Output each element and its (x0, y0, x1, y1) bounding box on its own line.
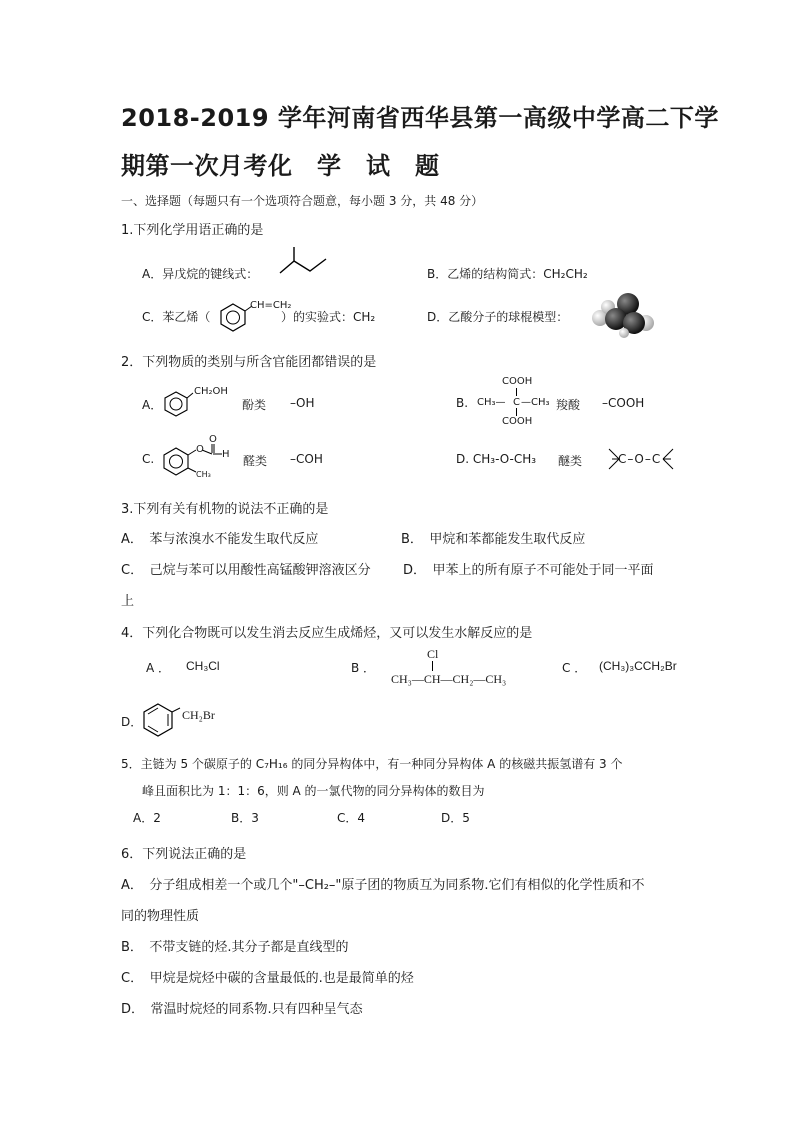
q2-b-functional-group: –COOH (602, 396, 645, 410)
q4-option-c-label: C ． (562, 661, 587, 675)
q3-option-b: B． 甲烷和苯都能发生取代反应 (401, 532, 586, 547)
q4-b-chlorine: Cl (427, 647, 439, 661)
q4-option-b-label: B ． (351, 661, 376, 675)
q1-option-c-tail: ）的实验式：CH₂ (281, 310, 376, 324)
q1-option-b: B．乙烯的结构简式：CH₂CH₂ (427, 267, 588, 281)
q2-b-center: C (513, 397, 520, 408)
q2-c-h: H (222, 449, 230, 460)
q3-stem: 3.下列有关有机物的说法不正确的是 (121, 502, 329, 517)
q2-c-methyl: CH₃ (196, 470, 211, 479)
q2-b-top: COOH (502, 376, 533, 387)
q2-d-class: 醚类 (558, 454, 583, 468)
q6-stem: 6．下列说法正确的是 (121, 847, 247, 862)
q2-b-vertical-bond (515, 388, 519, 418)
q6-option-a-continued: 同的物理性质 (121, 909, 200, 924)
q2-b-class: 羧酸 (556, 398, 581, 412)
q2-option-b-label: B. (456, 396, 469, 410)
acetic-acid-ball-model-icon (590, 293, 656, 337)
q2-b-left: CH₃— (477, 397, 506, 408)
q2-d-structure: C–O–C (618, 452, 662, 466)
page-title-line2: 期第一次月考化 学 试 题 (121, 152, 440, 180)
q1-option-a: A．异戊烷的键线式： (142, 267, 259, 281)
q4-option-d-group: CH₂Br (182, 708, 215, 722)
q5-option-d: D．5 (441, 811, 470, 825)
isopentane-skeletal-icon (278, 245, 330, 277)
q1-option-d: D．乙酸分子的球棍模型： (427, 310, 569, 324)
q6-option-d: D． 常温时烷烃的同系物.只有四种呈气态 (121, 1002, 363, 1017)
q4-option-d-label: D． (121, 715, 143, 729)
q4-stem: 4．下列化合物既可以发生消去反应生成烯烃，又可以发生水解反应的是 (121, 626, 533, 641)
q3-option-c: C． 己烷与苯可以用酸性高锰酸钾溶液区分 (121, 563, 371, 578)
q4-option-a-label: A ． (146, 661, 171, 675)
q3-option-a: A． 苯与浓溴水不能发生取代反应 (121, 532, 319, 547)
benzyl-bromide-ring-icon (142, 702, 182, 738)
q4-option-c-formula: (CH₃)₃CCH₂Br (599, 659, 677, 673)
q3-option-d-continued: 上 (121, 594, 135, 609)
q2-a-functional-group: –OH (290, 396, 315, 410)
q2-option-c-label: C. (142, 452, 155, 466)
q6-option-b: B． 不带支链的烃.其分子都是直线型的 (121, 940, 349, 955)
q5-stem-line2: 峰且面积比为 1：1：6，则 A 的一氯代物的同分异构体的数目为 (142, 784, 485, 798)
q2-option-d-label: D. CH₃-O-CH₃ (456, 452, 537, 466)
q5-stem-line1: 5．主链为 5 个碳原子的 C₇H₁₆ 的同分异构体中，有一种同分异构体 A 的核磁共振氢谱有 3 个 (121, 757, 623, 771)
q2-c-class: 醛类 (243, 454, 268, 468)
q2-stem: 2．下列物质的类别与所含官能团都错误的是 (121, 355, 377, 370)
q2-b-right: —CH₃ (521, 397, 550, 408)
q2-a-class: 酚类 (242, 398, 267, 412)
q5-option-b: B．3 (231, 811, 259, 825)
q2-c-ether-o: O (196, 444, 204, 455)
q2-c-functional-group: –COH (290, 452, 323, 466)
q5-option-a: A．2 (133, 811, 161, 825)
q2-option-a-label: A． (142, 398, 163, 412)
q1-stem: 1.下列化学用语正确的是 (121, 223, 264, 238)
styrene-substituent: CH=CH₂ (250, 300, 292, 311)
q6-option-c: C． 甲烷是烷烃中碳的含量最低的.也是最简单的烃 (121, 971, 414, 986)
q4-option-b-chain: CH₃—CH—CH₂—CH₃ (391, 672, 507, 686)
q6-option-a: A． 分子组成相差一个或几个"–CH₂–"原子团的物质互为同系物.它们有相似的化学性质和不 (121, 878, 645, 893)
q4-option-a-formula: CH₃Cl (186, 659, 220, 673)
benzene-ring-icon (218, 302, 248, 332)
q1-option-c: C．苯乙烯（ (142, 310, 211, 324)
q3-option-d: D． 甲苯上的所有原子不可能处于同一平面 (403, 563, 654, 578)
section-heading: 一、选择题（每题只有一个选项符合题意，每小题 3 分，共 48 分） (121, 194, 484, 208)
q2-c-carbonyl-o: O (209, 434, 217, 445)
benzyl-alcohol-ring-icon (162, 390, 190, 418)
q2-b-bottom: COOH (502, 416, 533, 427)
page-title-line1: 2018-2019 学年河南省西华县第一高级中学高二下学 (121, 104, 719, 132)
q5-option-c: C．4 (337, 811, 366, 825)
q2-a-group: CH₂OH (194, 386, 228, 397)
